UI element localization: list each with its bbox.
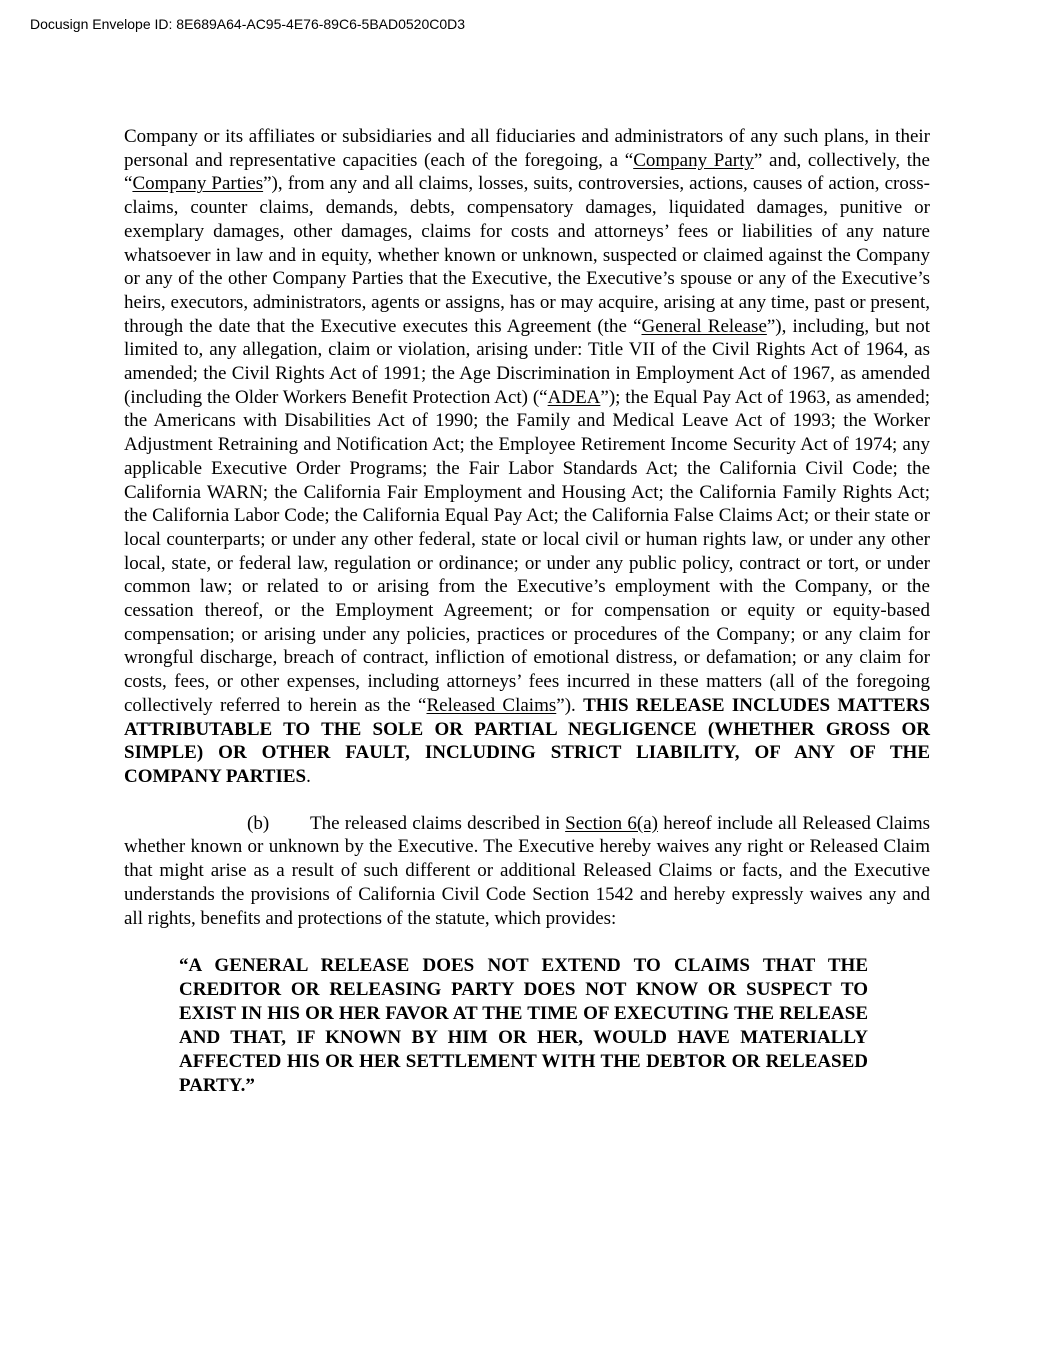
text-run: . xyxy=(306,765,311,787)
text-run: hereof include all Released Claims whether known or unknown by the Executive. The Executive hereby waives any right or Released Claim that might arise as a result of such different or additional Released Claims or facts, and the Executive understands the provisions of California Civil Code Section 1542 and hereby expressly waives any and all rights, benefits and protections of the statute, which provides: xyxy=(124,812,931,929)
text-run: ”), including, but not limited to, any allegation, claim or violation, arising under: Title VII of the Civil Rights Act of 1964, as amended; the Civil Rights Act of 1991; the Age Discrimination in Employment Act of 1967, as amended (including the Older Workers Benefit Protection Act) (“ xyxy=(124,315,930,408)
text-run: ”). xyxy=(556,694,584,716)
document-page xyxy=(124,125,930,1098)
release-paragraph-b xyxy=(124,812,930,931)
negligence-clause: THIS RELEASE INCLUDES MATTERS ATTRIBUTABLE TO THE SOLE OR PARTIAL NEGLIGENCE (WHETHER GROSS OR SIMPLE) OR OTHER FAULT, INCLUDING STRICT LIABILITY, OF ANY OF THE COMPANY PARTIES xyxy=(124,694,930,787)
text-run: ” and, collectively, the “ xyxy=(124,149,930,195)
defined-term-company-parties: Company Parties xyxy=(132,173,264,195)
text-run: Company or its affiliates or subsidiaries and all fiduciaries and administrators of any such plans, in their personal and representative capacities (each of the foregoing, a “ xyxy=(124,126,930,171)
civil-code-1542-quote: “A GENERAL RELEASE DOES NOT EXTEND TO CLAIMS THAT THE CREDITOR OR RELEASING PARTY DOES NOT KNOW OR SUSPECT TO EXIST IN HIS OR HER FAVOR AT THE TIME OF EXECUTING THE RELEASE AND THAT, IF KNOWN BY HIM OR HER, WOULD HAVE MATERIALLY AFFECTED HIS OR HER SETTLEMENT WITH THE DEBTOR OR RELEASED PARTY.” xyxy=(179,955,868,1097)
defined-term-general-release: General Release xyxy=(641,315,767,337)
text-run: ”), from any and all claims, losses, suits, controversies, actions, causes of action, cross-claims, counter claims, demands, debts, compensatory damages, liquidated damages, punitive or exemplary damages, other damages, claims for costs and attorneys’ fees or liabilities of any nature whatsoever in law and in equity, whether known or unknown, suspected or claimed against the Company or any of the other Company Parties that the Executive, the Executive’s spouse or any of the Executive’s heirs, executors, administrators, agents or assigns, has or may acquire, arising at any time, past or present, through the date that the Executive executes this Agreement (the “ xyxy=(124,173,930,337)
defined-term-released-claims: Released Claims xyxy=(426,694,557,716)
paragraph-number: (b) xyxy=(247,812,270,834)
release-paragraph-a xyxy=(124,125,930,789)
defined-term-adea: ADEA xyxy=(547,386,601,408)
section-reference: Section 6(a) xyxy=(565,812,658,834)
text-run: ”); the Equal Pay Act of 1963, as amended; the Americans with Disabilities Act of 1990; the Family and Medical Leave Act of 1993; the Worker Adjustment Retraining and Notification Act; the Employee Retirement Income Security Act of 1974; any applicable Executive Order Programs; the Fair Labor Standards Act; the California Civil Code; the California WARN; the California Fair Employment and Housing Act; the California Family Rights Act; the California Labor Code; the California Equal Pay Act; the California False Claims Act; or their state or local counterparts; or under any other federal, state or local civil or human rights law, or under any other local, state, or federal law, regulation or ordinance; or under any public policy, contract or tort, or under common law; or related to or arising from the Executive’s employment with the Company, or the cessation thereof, or the Employment Agreement; or for compensation or equity or equity-based compensation; or arising under any policies, practices or procedures of the Company; or any claim for wrongful discharge, breach of contract, infliction of emotional distress, or defamation; or any claim for costs, fees, or other expenses, including attorneys’ fees incurred in these matters (all of the foregoing collectively referred to herein as the “ xyxy=(124,386,930,716)
defined-term-company-party: Company Party xyxy=(633,149,754,171)
envelope-id: Docusign Envelope ID: 8E689A64-AC95-4E76-89C6-5BAD0520C0D3 xyxy=(30,16,466,32)
text-run: The released claims described in xyxy=(310,812,566,834)
